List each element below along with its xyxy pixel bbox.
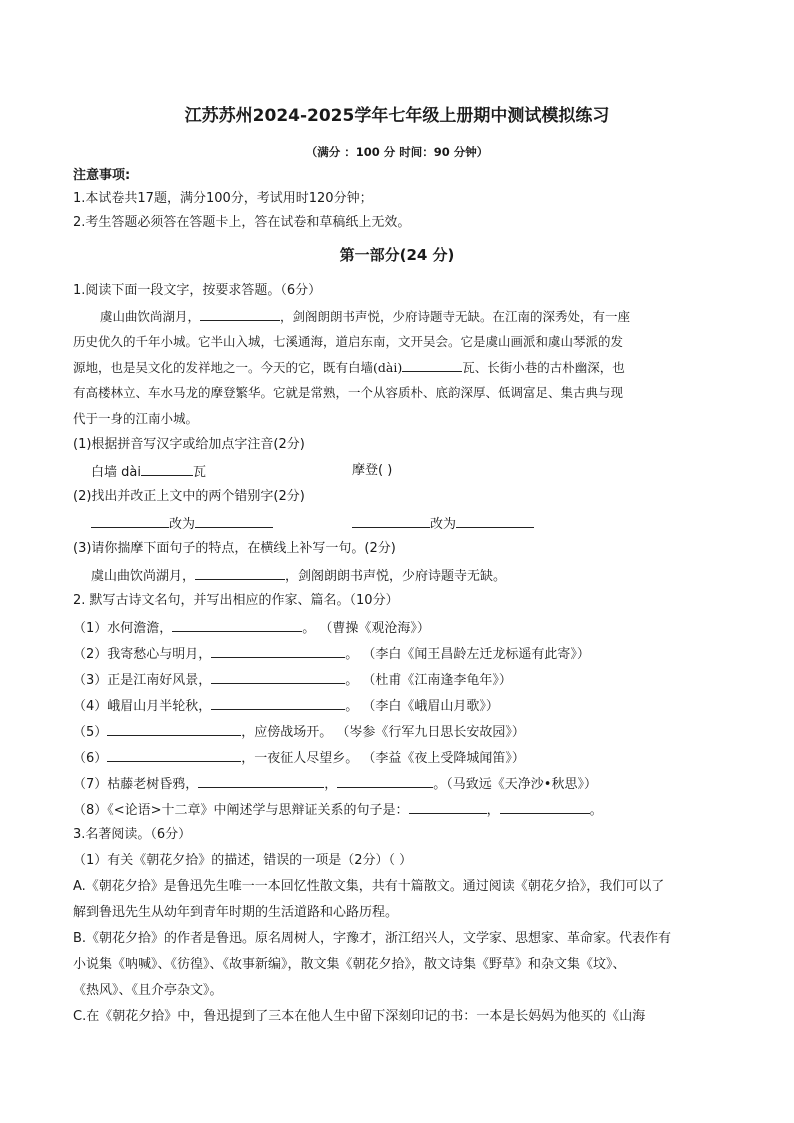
q2-l7-blank-1[interactable] [198, 774, 324, 788]
q1-sub1-blank[interactable] [141, 462, 193, 476]
q2-l6-text: （6） [73, 751, 108, 766]
q2-l5-text: （5） [73, 725, 108, 740]
q2-l4-text: （4）峨眉山月半轮秋， [73, 699, 212, 714]
q2-line-5 [73, 722, 525, 742]
q2-line-4 [73, 696, 499, 716]
q1-passage-line-3 [73, 358, 625, 377]
q3-option-c-line-1: C.在《朝花夕拾》中，鲁迅提到了三本在他人生中留下深刻印记的书：一本是长妈妈为他买的《山海 [73, 1009, 646, 1024]
q1-sub3-blank[interactable] [195, 566, 285, 580]
q3-option-b-line-3: 《热风》、《且介亭杂文》。 [73, 983, 223, 998]
q1-sub2-blank-4[interactable] [456, 514, 534, 528]
q1-sub1-a1: 白墙 dài [91, 465, 141, 480]
q1-passage-line-4: 有高楼林立、车水马龙的摩登繁华。它就是常熟，一个从容质朴、底韵深厚、低调富足、集古典与现 [73, 385, 624, 400]
q2-l4-source: 。 （李白《峨眉山月歌》） [345, 699, 499, 714]
q2-l5-blank[interactable] [107, 722, 241, 736]
q1-sub1-answer-a [91, 462, 206, 482]
q3-stem: 3.名著阅读。（6分） [73, 827, 192, 842]
q2-l7-text: （7）枯藤老树昏鸦， [73, 777, 199, 792]
q1-p1-text-b: ，剑阁朗朗书声悦，少府诗题寺无缺。在江南的深秀处，有一座 [280, 309, 631, 324]
q2-l8-blank-1[interactable] [409, 800, 487, 814]
q1-p3-text-b: 瓦、长街小巷的古朴幽深，也 [462, 360, 625, 375]
q2-l6-blank[interactable] [107, 748, 241, 762]
q2-line-1 [73, 618, 430, 638]
q1-sub2-answer-b [352, 514, 534, 534]
q1-passage-line-1 [100, 307, 630, 326]
q2-l7-comma: ， [324, 777, 338, 792]
q2-line-6 [73, 748, 525, 768]
q1-stem: 1.阅读下面一段文字，按要求答题。（6分） [73, 283, 322, 298]
q1-sub2-blank-2[interactable] [195, 514, 273, 528]
q1-sub3: (3)请你揣摩下面句子的特点，在横线上补写一句。(2分) [73, 541, 396, 556]
notes-item-1: 1.本试卷共17题，满分100分，考试用时120分钟； [73, 191, 373, 206]
q1-sub2: (2)找出并改正上文中的两个错别字(2分) [73, 489, 305, 504]
q2-stem: 2. 默写古诗文名句，并写出相应的作家、篇名。（10分） [73, 593, 399, 608]
q3-option-b-line-2: 小说集《呐喊》、《彷徨》、《故事新编》，散文集《朝花夕拾》，散文诗集《野草》和杂文集《坟》、 [73, 957, 626, 972]
part1-heading: 第一部分(24 分) [339, 246, 455, 264]
q2-l8-blank-2[interactable] [500, 800, 590, 814]
q2-l2-source: 。 （李白《闻王昌龄左迁龙标遥有此寄》） [345, 647, 590, 662]
page-title: 江苏苏州2024-2025学年七年级上册期中测试模拟练习 [184, 106, 610, 126]
q2-l2-blank[interactable] [211, 644, 345, 658]
q2-l2-text: （2）我寄愁心与明月， [73, 647, 212, 662]
q2-l8-period: 。 [589, 803, 603, 818]
q1-sub3-text-a: 虞山曲饮尚湖月， [91, 569, 196, 584]
q1-sub1-a2: 瓦 [192, 465, 206, 480]
q2-line-2 [73, 644, 590, 664]
q2-l5-source: ，应傍战场开。 （岑参《行军九日思长安故园》） [241, 725, 525, 740]
q1-passage-line-2: 历史优久的千年小城。它半山入城，七溪通海，道启东南，文开吴会。它是虞山画派和虞山琴派的发 [73, 334, 624, 349]
q2-l8-text: （8）《<论语>十二章》中阐述学与思辩证关系的句子是： [73, 803, 409, 818]
q3-option-b-line-1: B.《朝花夕拾》的作者是鲁迅。原名周树人，字豫才，浙江绍兴人，文学家、思想家、革命家。代表作有 [73, 931, 672, 946]
q1-sub2-change-1: 改为 [169, 517, 196, 532]
q2-l7-source: 。（马致远《天净沙•秋思》） [433, 777, 597, 792]
q2-l1-text: （1）水何澹澹， [73, 621, 173, 636]
notes-item-2: 2.考生答题必须答在答题卡上，答在试卷和草稿纸上无效。 [73, 215, 411, 230]
q2-l8-comma: ， [486, 803, 500, 818]
q1-sub2-blank-1[interactable] [91, 514, 169, 528]
q1-sub3-answer [91, 566, 506, 586]
score-info: （满分 ：100 分 时间：90 分钟） [305, 145, 489, 159]
q1-sub3-text-b: ，剑阁朗朗书声悦，少府诗题寺无缺。 [285, 569, 507, 584]
q1-p3-text-a: 源地，也是吴文化的发祥地之一。今天的它，既有白墙(dài) [73, 360, 403, 375]
notes-heading: 注意事项: [73, 168, 131, 183]
q2-l4-blank[interactable] [211, 696, 345, 710]
q2-l7-blank-2[interactable] [337, 774, 433, 788]
q1-sub2-change-2: 改为 [430, 517, 457, 532]
q3-option-a-line-1: A.《朝花夕拾》是鲁迅先生唯一一本回忆性散文集，共有十篇散文。通过阅读《朝花夕拾》，我们可以了 [73, 879, 665, 894]
q1-p3-blank[interactable] [402, 358, 462, 372]
q1-sub2-blank-3[interactable] [352, 514, 430, 528]
q1-p1-blank[interactable] [200, 307, 280, 321]
q1-p1-text-a: 虞山曲饮尚湖月， [100, 309, 201, 324]
q1-sub1: (1)根据拼音写汉字或给加点字注音(2分) [73, 437, 305, 452]
q1-passage-line-5: 代于一身的江南小城。 [73, 411, 199, 426]
q2-line-7 [73, 774, 597, 794]
q2-l3-blank[interactable] [211, 670, 345, 684]
q1-sub1-answer-b: 摩登( ) [352, 463, 393, 478]
q2-line-8 [73, 800, 603, 820]
q2-l3-source: 。 （杜甫《江南逢李龟年》） [345, 673, 512, 688]
q2-l6-source: ，一夜征人尽望乡。 （李益《夜上受降城闻笛》） [241, 751, 525, 766]
q2-l3-text: （3）正是江南好风景， [73, 673, 212, 688]
q2-l1-source: 。 （曹操《观沧海》） [302, 621, 430, 636]
q2-l1-blank[interactable] [172, 618, 302, 632]
q1-sub2-answer-a [91, 514, 273, 534]
q3-option-a-line-2: 解到鲁迅先生从幼年到青年时期的生活道路和心路历程。 [73, 905, 399, 920]
q3-sub1: （1）有关《朝花夕拾》的描述，错误的一项是（2分）（ ） [73, 853, 413, 868]
q2-line-3 [73, 670, 512, 690]
